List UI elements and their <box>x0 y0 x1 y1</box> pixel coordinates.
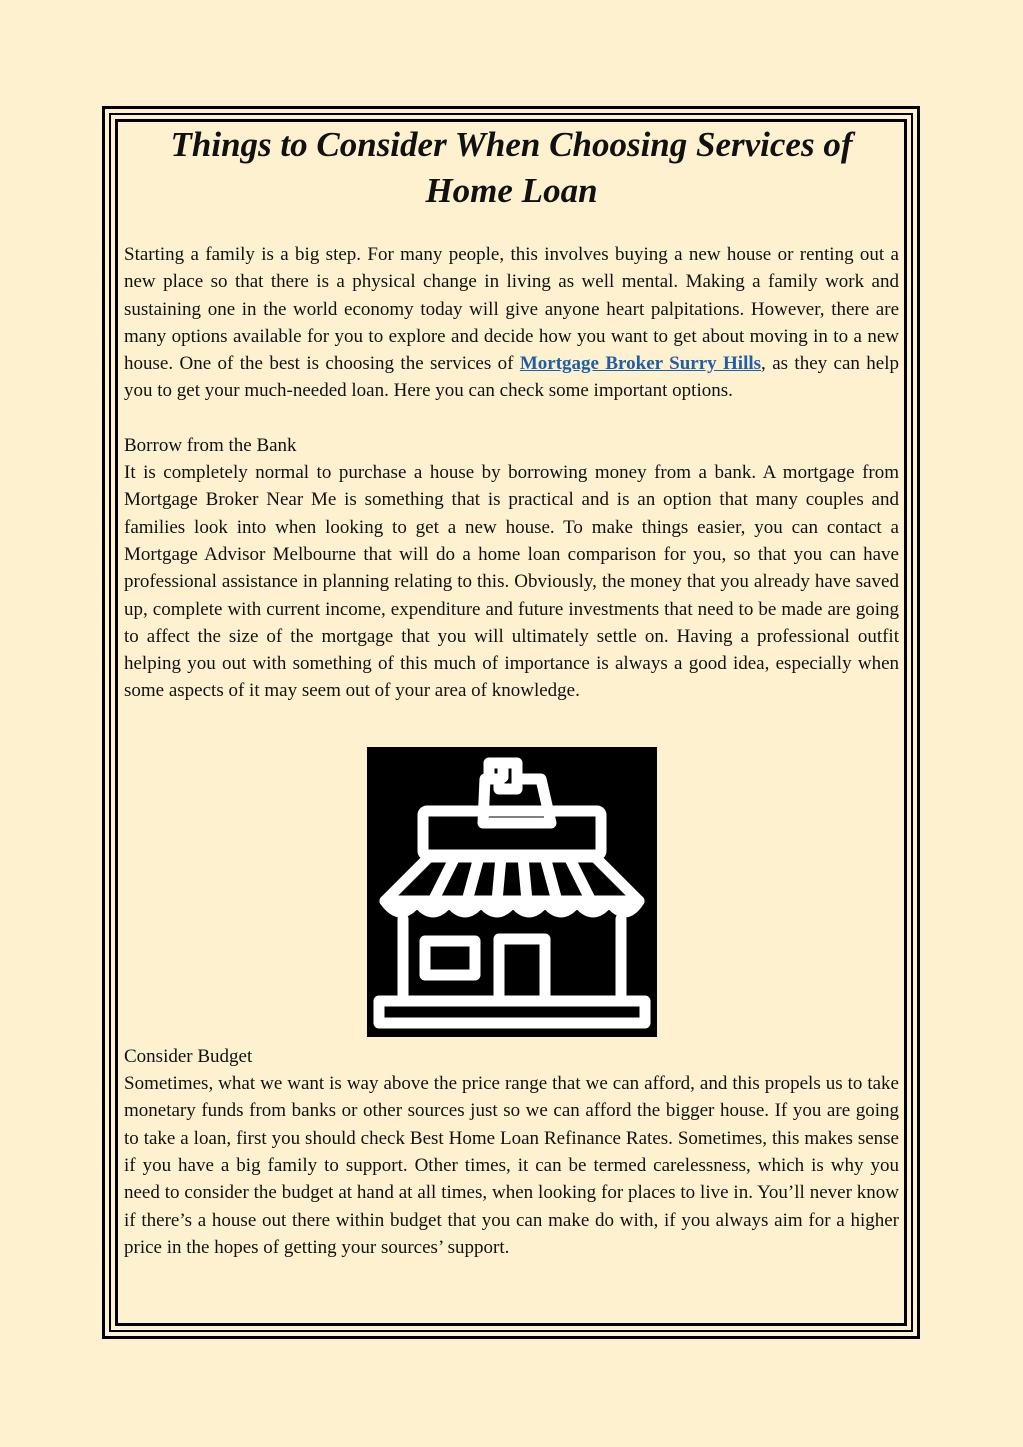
intro-paragraph <box>124 241 899 405</box>
mortgage-broker-link[interactable]: Mortgage Broker Surry Hills <box>519 353 762 375</box>
page-title: Things to Consider When Choosing Services of Home Loan <box>170 125 853 210</box>
intro-text-end: , as they can help you to get your much-needed loan. Here you can check some important options. <box>124 353 899 402</box>
section-body-budget: Sometimes, what we want is way above the price range that we can afford, and this propels us to take monetary funds from banks or other sources just so we can afford the bigger house. If you are going to take a loan, first you should check Best Home Loan Refinance Rates. Sometimes, this makes sense if you have a big family to support. Other times, it can be termed carelessness, which is why you need to consider the budget at hand at all times, when looking for places to live in. You’ll never know if there’s a house out there within budget that you can make do with, if you always aim for a higher price in the hopes of getting your sources’ support. <box>124 1073 899 1258</box>
section-body-borrow: It is completely normal to purchase a house by borrowing money from a bank. A mortgage from Mortgage Broker Near Me is something that is practical and is an option that many couples and families look into when looking to get a new house. To make things easier, you can contact a Mortgage Advisor Melbourne that will do a home loan comparison for you, so that you can have professional assistance in planning relating to this. Obviously, the money that you already have saved up, complete with current income, expenditure and future investments that need to be made are going to affect the size of the mortgage that you will ultimately settle on. Having a professional outfit helping you out with something of this much of importance is always a good idea, especially when some aspects of it may seem out of your area of knowledge. <box>124 462 899 702</box>
storefront-icon <box>367 747 657 1037</box>
section-heading-borrow: Borrow from the Bank <box>124 434 297 456</box>
section-heading-budget: Consider Budget <box>124 1045 253 1067</box>
document-content <box>124 122 899 1261</box>
intro-text-start: Starting a family is a big step. For many people, this involves buying a new house or renting out a new place so that there is a physical change in living as well mental. Making a family work and sustaining one in the world economy today will give anyone heart palpitations. However, there are many options available for you to explore and decide how you want to get about moving in to a new house. One of the best is choosing the services of <box>124 244 899 375</box>
